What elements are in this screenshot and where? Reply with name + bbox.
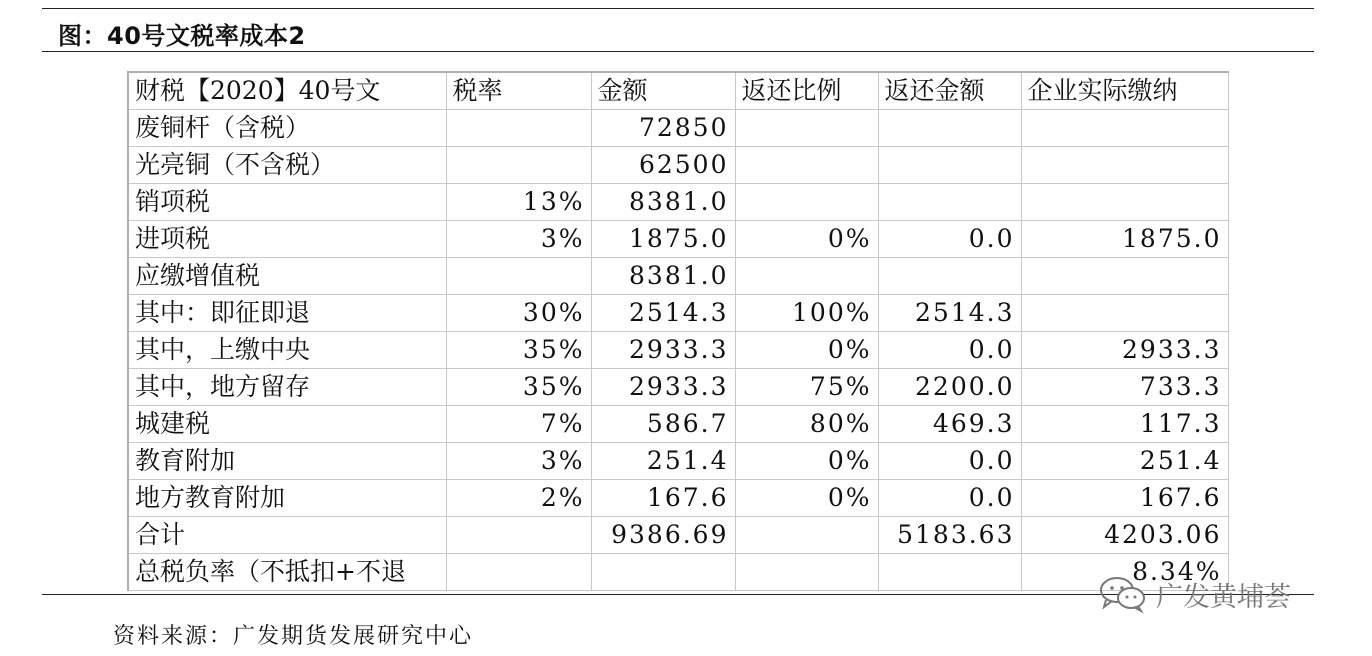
table-row	[128, 332, 1228, 369]
table-cell	[735, 554, 878, 591]
wechat-icon	[1098, 574, 1148, 614]
table-cell	[1021, 110, 1228, 147]
table-cell: 8381.0	[591, 258, 735, 295]
table-header-cell: 返还金额	[878, 72, 1021, 110]
top-rule	[42, 8, 1314, 9]
table-row	[128, 258, 1228, 295]
table-cell: 光亮铜（不含税）	[128, 147, 446, 184]
table-cell: 城建税	[128, 406, 446, 443]
table-cell: 地方教育附加	[128, 480, 446, 517]
table-cell: 1875.0	[591, 221, 735, 258]
table-cell: 3%	[446, 221, 591, 258]
table-cell: 销项税	[128, 184, 446, 221]
table-row	[128, 147, 1228, 184]
table-cell: 100%	[735, 295, 878, 332]
table-cell: 2514.3	[878, 295, 1021, 332]
table-cell	[1021, 295, 1228, 332]
table-cell: 0%	[735, 443, 878, 480]
table-cell: 总税负率（不抵扣+不退	[128, 554, 446, 591]
table-cell	[878, 184, 1021, 221]
table-cell: 2933.3	[591, 369, 735, 406]
table-cell: 4203.06	[1021, 517, 1228, 554]
table-cell: 教育附加	[128, 443, 446, 480]
table-cell: 3%	[446, 443, 591, 480]
table-cell: 251.4	[1021, 443, 1228, 480]
table-cell: 2933.3	[591, 332, 735, 369]
table-cell	[735, 258, 878, 295]
table-cell: 35%	[446, 369, 591, 406]
table-cell: 62500	[591, 147, 735, 184]
table-cell: 5183.63	[878, 517, 1021, 554]
table-header-cell: 财税【2020】40号文	[128, 72, 446, 110]
table-cell: 35%	[446, 332, 591, 369]
table-cell: 进项税	[128, 221, 446, 258]
table-cell	[735, 184, 878, 221]
table-cell: 2514.3	[591, 295, 735, 332]
table-cell	[735, 147, 878, 184]
source-note: 资料来源：广发期货发展研究中心	[113, 624, 474, 649]
table-cell	[1021, 147, 1228, 184]
table-header-row	[128, 72, 1228, 110]
table-cell: 废铜杆（含税）	[128, 110, 446, 147]
table-cell: 2933.3	[1021, 332, 1228, 369]
table-cell: 733.3	[1021, 369, 1228, 406]
table-row	[128, 554, 1228, 591]
table-row	[128, 406, 1228, 443]
table-cell: 117.3	[1021, 406, 1228, 443]
table-cell: 0%	[735, 221, 878, 258]
table-cell	[735, 110, 878, 147]
table-cell	[878, 258, 1021, 295]
table-cell: 0.0	[878, 480, 1021, 517]
table-cell: 应缴增值税	[128, 258, 446, 295]
title-rule	[42, 51, 1314, 52]
table-cell	[591, 554, 735, 591]
table-cell: 469.3	[878, 406, 1021, 443]
table-cell: 其中，地方留存	[128, 369, 446, 406]
table-cell: 75%	[735, 369, 878, 406]
table-cell: 2%	[446, 480, 591, 517]
table-row	[128, 221, 1228, 258]
table-row	[128, 110, 1228, 147]
table-row	[128, 517, 1228, 554]
table-cell: 9386.69	[591, 517, 735, 554]
table-cell	[446, 147, 591, 184]
table-cell: 0.0	[878, 332, 1021, 369]
table-cell: 0.0	[878, 443, 1021, 480]
table-cell	[446, 517, 591, 554]
table-header-cell: 税率	[446, 72, 591, 110]
table-cell: 8381.0	[591, 184, 735, 221]
table-cell	[878, 147, 1021, 184]
table-cell: 0%	[735, 332, 878, 369]
table-cell: 0.0	[878, 221, 1021, 258]
table-header-cell: 企业实际缴纳	[1021, 72, 1228, 110]
table-cell: 2200.0	[878, 369, 1021, 406]
table-cell: 80%	[735, 406, 878, 443]
table-cell	[878, 554, 1021, 591]
table-cell: 0%	[735, 480, 878, 517]
table-cell: 合计	[128, 517, 446, 554]
table-cell	[446, 110, 591, 147]
table-cell: 13%	[446, 184, 591, 221]
table-cell	[1021, 258, 1228, 295]
watermark	[1098, 574, 1291, 614]
table-cell: 72850	[591, 110, 735, 147]
table-row	[128, 295, 1228, 332]
table-cell: 167.6	[1021, 480, 1228, 517]
tax-table	[127, 71, 1229, 591]
table-cell: 其中：即征即退	[128, 295, 446, 332]
table-cell	[878, 110, 1021, 147]
table-cell	[446, 554, 591, 591]
table-header-cell: 返还比例	[735, 72, 878, 110]
table-row	[128, 480, 1228, 517]
table-cell: 8.34%	[1021, 554, 1228, 591]
table-cell: 其中，上缴中央	[128, 332, 446, 369]
table-cell: 167.6	[591, 480, 735, 517]
table-cell: 1875.0	[1021, 221, 1228, 258]
table-cell	[735, 517, 878, 554]
table-header-cell: 金额	[591, 72, 735, 110]
table-cell	[1021, 184, 1228, 221]
table-row	[128, 443, 1228, 480]
table-row	[128, 184, 1228, 221]
table-cell: 7%	[446, 406, 591, 443]
table-row	[128, 369, 1228, 406]
table-cell: 30%	[446, 295, 591, 332]
figure-title: 图：40号文税率成本2	[58, 22, 306, 50]
watermark-text: 广发黄埔荟	[1156, 581, 1291, 613]
table-cell	[446, 258, 591, 295]
table-cell: 586.7	[591, 406, 735, 443]
table-cell: 251.4	[591, 443, 735, 480]
